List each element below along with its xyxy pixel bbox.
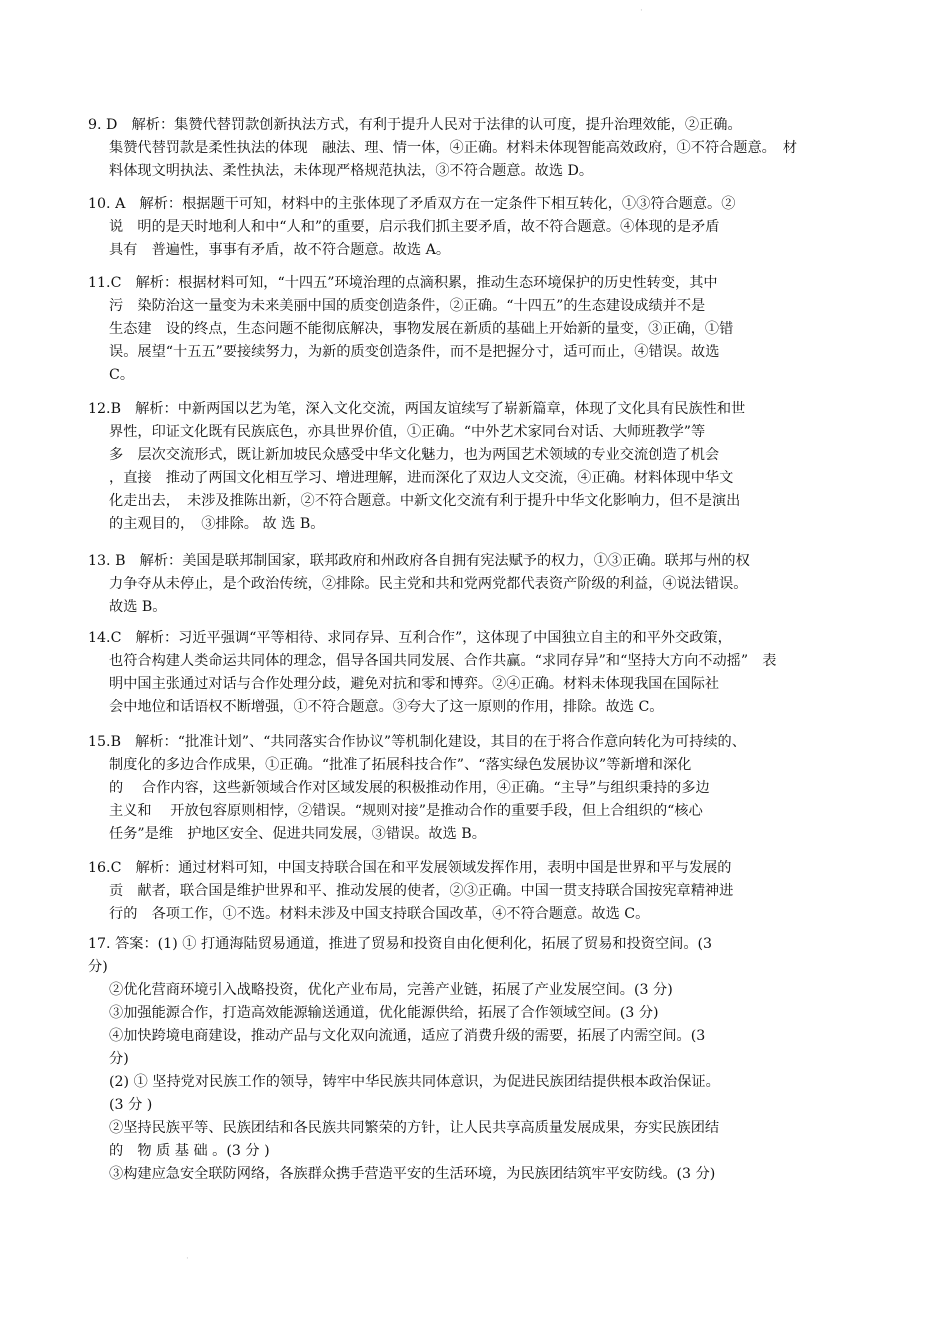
text-line: 会中地位和话语权不断增强，①不符合题意。③夸大了这一原则的作用，排除。故选 C。: [109, 699, 664, 715]
page-mark-bottom: ·: [186, 1254, 189, 1264]
text-line: 14.C 解析：习近平强调“平等相待、求同存异、互利合作”，这体现了中国独立自主的和平外交政策，: [88, 630, 732, 646]
text-line: ③加强能源合作，打造高效能源输送通道，优化能源供给，拓展了合作领域空间。(3 分): [109, 1005, 659, 1021]
text-line: 具有 普遍性，事事有矛盾，故不符合题意。故选 A。: [109, 242, 451, 258]
text-line: 11.C 解析：根据材料可知，“十四五”环境治理的点滴积累，推动生态环境保护的历史性转变，其中: [88, 275, 718, 291]
text-line: 料体现文明执法、柔性执法，未体现严格规范执法，③不符合题意。故选 D。: [109, 163, 594, 179]
answer-q12: [88, 398, 866, 536]
text-line: 的 物 质 基 础 。(3 分 ): [109, 1143, 270, 1159]
text-line: 分): [88, 959, 108, 975]
text-line: 12.B 解析：中新两国以艺为笔，深入文化交流，两国友谊续写了崭新篇章，体现了文化具有民族性和世: [88, 401, 746, 417]
answer-q15: [88, 731, 866, 846]
answer-q16: [88, 857, 866, 926]
text-line: 也符合构建人类命运共同体的理念，倡导各国共同发展、合作共赢。“求同存异”和“坚持大方向不动摇” 表: [109, 653, 777, 669]
text-line: 9. D 解析：集赞代替罚款创新执法方式，有利于提升人民对于法律的认可度，提升治理效能，②正确。: [88, 117, 742, 133]
text-line: 16.C 解析：通过材料可知，中国支持联合国在和平发展领域发挥作用，表明中国是世界和平与发展的: [88, 860, 732, 876]
answer-q9: [88, 114, 866, 183]
answer-q17: [88, 933, 866, 1186]
text-line: 分): [109, 1051, 129, 1067]
answer-q13: [88, 550, 866, 619]
text-line: 污 染防治这一量变为未来美丽中国的质变创造条件，②正确。“十四五”的生态建设成绩并不是: [109, 298, 706, 314]
text-line: 误。展望“十五五”要接续努力，为新的质变创造条件，而不是把握分寸，适可而止，④错误。故选: [109, 344, 720, 360]
text-line: 化走出去， 未涉及推陈出新，②不符合题意。中新文化交流有利于提升中华文化影响力，但不是演出: [109, 493, 741, 509]
text-line: 行的 各项工作，①不选。材料未涉及中国支持联合国改革，④不符合题意。故选 C。: [109, 906, 650, 922]
text-line: 制度化的多边合作成果，①正确。“批准了拓展科技合作”、“落实绿色发展协议”等新增和深化: [109, 757, 692, 773]
text-line: 生态建 设的终点，生态问题不能彻底解决，事物发展在新质的基础上开始新的量变，③正确，①错: [109, 321, 734, 337]
text-line: 力争夺从未停止，是个政治传统，②排除。民主党和共和党两党都代表资产阶级的利益，④说法错误。: [109, 576, 748, 592]
text-line: 的主观目的， ③排除。 故 选 B。: [109, 516, 325, 532]
text-line: 主义和 开放包容原则相悖，②错误。“规则对接”是推动合作的重要手段，但上合组织的“核心: [109, 803, 703, 819]
text-line: 13. B 解析：美国是联邦制国家，联邦政府和州政府各自拥有宪法赋予的权力，①③正确。联邦与州的权: [88, 553, 750, 569]
text-line: ②坚持民族平等、民族团结和各民族共同繁荣的方针，让人民共享高质量发展成果，夯实民族团结: [109, 1120, 720, 1136]
text-line: 的 合作内容，这些新领域合作对区域发展的积极推动作用，④正确。“主导”与组织秉持的多边: [109, 780, 710, 796]
text-line: 界性，印证文化既有民族底色，亦具世界价值，①正确。“中外艺术家同台对话、大师班教学”等: [109, 424, 706, 440]
text-line: ，直接 推动了两国文化相互学习、增进理解，进而深化了双边人文交流，④正确。材料体现中华文: [109, 470, 734, 486]
text-line: 明中国主张通过对话与合作处理分歧，避免对抗和零和博弈。②④正确。材料未体现我国在国际社: [109, 676, 720, 692]
text-line: C。: [109, 367, 135, 383]
answer-q11: [88, 272, 866, 387]
text-line: 任务”是维 护地区安全、促进共同发展，③错误。故选 B。: [109, 826, 486, 842]
text-line: ②优化营商环境引入战略投资，优化产业布局，完善产业链，拓展了产业发展空间。(3 分): [109, 982, 673, 998]
answer-q14: [88, 627, 866, 719]
text-line: 17. 答案：(1) ① 打通海陆贸易通道，推进了贸易和投资自由化便利化，拓展了贸易和投资空间。(3: [88, 936, 713, 952]
text-line: (2) ① 坚持党对民族工作的领导，铸牢中华民族共同体意识，为促进民族团结提供根本政治保证。: [109, 1074, 720, 1090]
text-line: 集赞代替罚款是柔性执法的体现 融法、理、情一体，④正确。材料未体现智能高效政府，①不符合题意。 材: [109, 140, 798, 156]
text-line: ④加快跨境电商建设，推动产品与文化双向流通，适应了消费升级的需要，拓展了内需空间。(3: [109, 1028, 706, 1044]
page-mark-top: ·: [640, 6, 643, 16]
text-line: 15.B 解析：“批准计划”、“共同落实合作协议”等机制化建设，其目的在于将合作意向转化为可持续的、: [88, 734, 746, 750]
text-line: 故选 B。: [109, 599, 167, 615]
text-line: 贡 献者，联合国是维护世界和平、推动发展的使者，②③正确。中国一贯支持联合国按宪章精神进: [109, 883, 734, 899]
text-line: 10. A 解析：根据题干可知，材料中的主张体现了矛盾双方在一定条件下相互转化，①③符合题意。②: [88, 196, 736, 212]
text-line: 说 明的是天时地利人和中“人和”的重要，启示我们抓主要矛盾，故不符合题意。④体现的是矛盾: [109, 219, 720, 235]
text-line: 多 层次交流形式，既让新加坡民众感受中华文化魅力，也为两国艺术领域的专业交流创造了机会: [109, 447, 720, 463]
text-line: ③构建应急安全联防网络，各族群众携手营造平安的生活环境，为民族团结筑牢平安防线。(3 分): [109, 1166, 716, 1182]
text-line: (3 分 ): [109, 1097, 153, 1113]
answer-q10: [88, 193, 866, 262]
